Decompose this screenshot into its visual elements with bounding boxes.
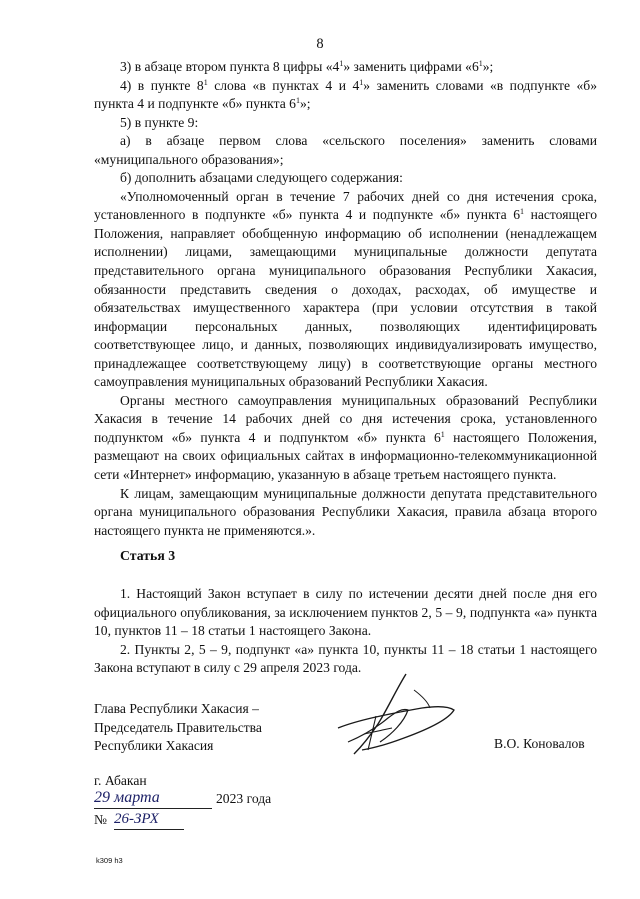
number-sign: № (94, 812, 107, 827)
paragraph-4: 4) в пункте $8^1$ слова «в пунктах 4 и $4^1$» заменить словами «в подпункте «б» пункта 4 и подпункте «б» пункта $6^1$»; (94, 77, 598, 112)
footer-code: k309 h3 (96, 856, 123, 865)
paragraph-quote-2: Органы местного самоуправления муниципальных образований Республики Хакасия в течение 14 рабочих дней со дня истечения срока, установленного подпунктом «б» пункта 4 и подпунктом «б» пункта $6^1$ настоящего Положения, размещают на своих официальных сайтах в информационно-телекоммуникационной сети «Интернет» информацию, указанную в абзаце третьем настоящего пункта. (94, 392, 597, 483)
signatory-name: В.О. Коновалов (494, 736, 585, 751)
article-heading: Статья 3 (120, 548, 176, 563)
paragraph-3: 3) в абзаце втором пункта 8 цифры «$4^1$» заменить цифрами «$6^1$»; (120, 59, 494, 74)
article-3-body (94, 585, 597, 678)
signatory-title: Глава Республики Хакасия – Председатель Правительства Республики Хакасия (94, 701, 262, 754)
amendments-body (94, 58, 597, 540)
place-of-signing: г. Абакан (94, 773, 147, 788)
paragraph-5: 5) в пункте 9: (120, 114, 199, 130)
handwritten-number: 26-ЗРХ (114, 810, 184, 830)
paragraph-5a: а) в абзаце первом слова «сельского поселения» заменить словами «муниципального образования»; (94, 133, 597, 167)
article-3-paragraph-1: 1. Настоящий Закон вступает в силу по истечении десяти дней после дня его официального опубликования, за исключением пунктов 2, 5 – 9, подпункта «а» пункта 10, пунктов 11 – 18 статьи 1 настоящего Закона. (94, 586, 597, 639)
article-3-paragraph-2: 2. Пункты 2, 5 – 9, подпункт «а» пункта 10, пункты 11 – 18 статьи 1 настоящего Закона вступают в силу с 29 апреля 2023 года. (94, 641, 597, 676)
handwritten-date: 29 марта (94, 789, 212, 809)
page-number: 8 (316, 36, 324, 52)
paragraph-quote-1: «Уполномоченный орган в течение 7 рабочих дней со дня истечения срока, установленного в подпункте «б» пункта 4 и подпункте «б» пункта $6^1$ настоящего Положения, направляет обобщенную информацию об исполнении (ненадлежащем исполнении) лицами, замещающими муниципальные должности депутата представительного органа муниципального образования Республики Хакасия, обязанности представить сведения о доходах, расходах, об имуществе и обязательствах имущественного характера (при условии отсутствия в такой информации персональных данных, позволяющих идентифицировать соответствующее лицо, и данных, позволяющих индивидуализировать имущество, принадлежащее соответствующему лицу) в соответствующие органы местного самоуправления муниципальных образований Республики Хакасия. (94, 188, 597, 390)
paragraph-5b: б) дополнить абзацами следующего содержания: (120, 170, 403, 186)
law-number (94, 810, 294, 834)
date-year: 2023 года (216, 791, 272, 806)
handwritten-signature (318, 668, 468, 760)
paragraph-quote-3: К лицам, замещающим муниципальные должности депутата представительного органа муниципального образования Республики Хакасия, правила абзаца второго настоящего пункта не применяются.». (94, 485, 597, 538)
